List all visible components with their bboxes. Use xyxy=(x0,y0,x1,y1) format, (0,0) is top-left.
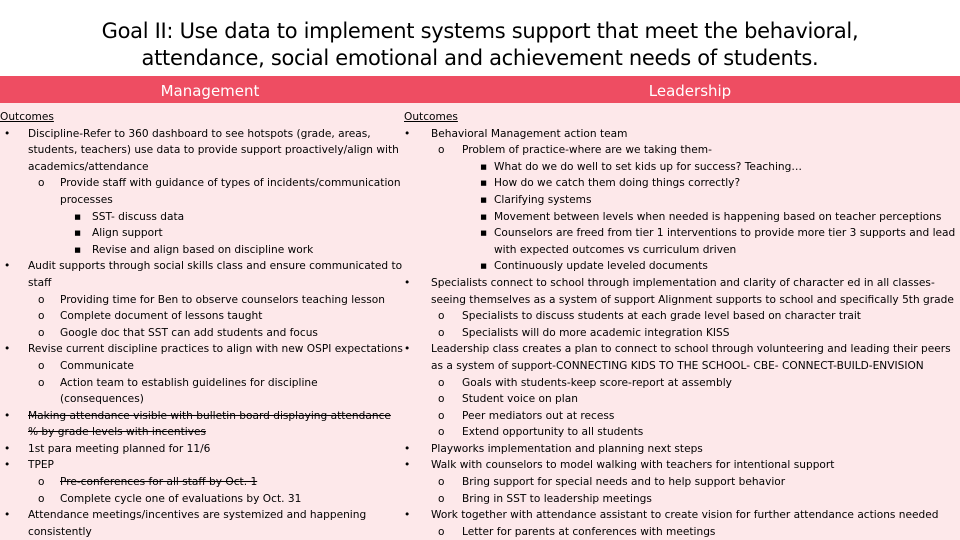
leadership-line xyxy=(404,258,960,275)
leadership-line xyxy=(404,126,960,143)
leadership-line-text: Playworks implementation and planning next steps xyxy=(431,442,703,455)
bullet-marker: o xyxy=(38,293,45,306)
leadership-line-text: Counselors are freed from tier 1 interventions to provide more tier 3 supports and lead xyxy=(494,227,956,240)
bullet-marker: o xyxy=(38,376,45,389)
leadership-line-text: Student voice on plan xyxy=(462,393,578,406)
management-line-text: Provide staff with guidance of types of incidents/communication xyxy=(60,177,401,190)
management-line xyxy=(0,507,404,524)
management-line xyxy=(0,225,404,242)
bullet-marker: o xyxy=(38,310,45,323)
bullet-marker: ▪ xyxy=(74,243,82,256)
bullet-marker: ▪ xyxy=(480,177,488,190)
leadership-line xyxy=(404,441,960,458)
management-line xyxy=(0,109,404,126)
bullet-marker: o xyxy=(438,326,445,339)
leadership-line-text: Continuously update leveled documents xyxy=(494,260,708,273)
bullet-marker: o xyxy=(438,393,445,406)
leadership-line xyxy=(404,209,960,226)
leadership-line xyxy=(404,325,960,342)
leadership-line-text: Specialists connect to school through implementation and clarity of character ed in all classes- xyxy=(431,276,935,289)
management-line xyxy=(0,192,404,209)
bullet-marker: o xyxy=(438,476,445,489)
leadership-line-text: Behavioral Management action team xyxy=(431,127,628,140)
leadership-line xyxy=(404,375,960,392)
leadership-line-text: How do we catch them doing things correctly? xyxy=(494,177,741,190)
leadership-line xyxy=(404,424,960,441)
leadership-line-text: seeing themselves as a system of support Alignment supports to school and specifically 5th grade xyxy=(431,293,954,306)
title-line-1: Goal II: Use data to implement systems support that meet the behavioral, xyxy=(101,19,859,43)
management-line-text: Complete cycle one of evaluations by Oct. 31 xyxy=(60,492,302,505)
leadership-line xyxy=(404,474,960,491)
bullet-marker: • xyxy=(4,409,11,422)
management-line xyxy=(0,275,404,292)
management-line-text: 1st para meeting planned for 11/6 xyxy=(28,442,211,455)
management-line xyxy=(0,491,404,508)
management-line-text: Revise and align based on discipline work xyxy=(92,243,314,256)
leadership-line-text: Movement between levels when needed is happening based on teacher perceptions xyxy=(494,210,942,223)
bullet-marker: • xyxy=(404,276,411,289)
leadership-line-text: Specialists to discuss students at each grade level based on character trait xyxy=(462,310,861,323)
leadership-line xyxy=(404,109,960,126)
leadership-line xyxy=(404,524,960,540)
management-line-text: Revise current discipline practices to align with new OSPI expectations xyxy=(28,343,403,356)
management-line-text: % by grade levels with incentives xyxy=(28,426,207,439)
management-line-text: Google doc that SST can add students and focus xyxy=(60,326,318,339)
management-header-label: Management xyxy=(160,82,260,100)
leadership-line xyxy=(404,358,960,375)
bullet-marker: o xyxy=(438,525,445,538)
bullet-marker: o xyxy=(438,492,445,505)
leadership-line-text: Work together with attendance assistant to create vision for further attendance actions needed xyxy=(431,509,939,522)
management-line xyxy=(0,258,404,275)
leadership-line xyxy=(404,308,960,325)
bullet-marker: • xyxy=(4,127,11,140)
title-line-2: attendance, social emotional and achievement needs of students. xyxy=(141,46,819,70)
leadership-line-text: Outcomes xyxy=(404,111,458,123)
management-line-text: Discipline-Refer to 360 dashboard to see hotspots (grade, areas, xyxy=(28,127,371,140)
bullet-marker: • xyxy=(4,459,11,472)
management-line-text: Communicate xyxy=(60,359,134,372)
bullet-marker: o xyxy=(38,177,45,190)
bullet-marker: o xyxy=(38,326,45,339)
leadership-line xyxy=(404,341,960,358)
leadership-line-text: What do we do well to set kids up for success? Teaching… xyxy=(494,160,802,173)
management-line-text: staff xyxy=(28,276,52,289)
management-line-text: processes xyxy=(60,193,113,206)
bullet-marker: • xyxy=(4,343,11,356)
management-line xyxy=(0,209,404,226)
slide-title xyxy=(0,18,960,72)
leadership-line-text: Bring in SST to leadership meetings xyxy=(462,492,652,505)
bullet-marker: ▪ xyxy=(480,210,488,223)
bullet-marker: • xyxy=(404,459,411,472)
bullet-marker: o xyxy=(438,409,445,422)
leadership-line-text: Goals with students-keep score-report at assembly xyxy=(462,376,732,389)
leadership-line xyxy=(404,457,960,474)
management-column xyxy=(0,109,404,540)
management-line xyxy=(0,175,404,192)
leadership-line-text: Bring support for special needs and to help support behavior xyxy=(462,476,786,489)
leadership-line xyxy=(404,242,960,259)
management-line xyxy=(0,292,404,309)
leadership-line-text: Walk with counselors to model walking with teachers for intentional support xyxy=(431,459,835,472)
bullet-marker: o xyxy=(38,359,45,372)
leadership-line xyxy=(404,491,960,508)
bullet-marker: o xyxy=(438,426,445,439)
management-line-text: Action team to establish guidelines for discipline xyxy=(60,376,318,389)
management-line xyxy=(0,341,404,358)
management-line xyxy=(0,391,404,408)
leadership-line xyxy=(404,225,960,242)
management-line xyxy=(0,474,404,491)
management-line-text: TPEP xyxy=(28,459,54,472)
leadership-column xyxy=(404,109,960,540)
leadership-line xyxy=(404,275,960,292)
leadership-header-label: Leadership xyxy=(648,82,732,100)
leadership-header xyxy=(420,76,960,103)
bullet-marker: • xyxy=(4,260,11,273)
leadership-line xyxy=(404,192,960,209)
bullet-marker: ▪ xyxy=(480,227,488,240)
management-header xyxy=(0,76,420,103)
bullet-marker: ▪ xyxy=(74,227,82,240)
management-line xyxy=(0,424,404,441)
leadership-line xyxy=(404,159,960,176)
management-line-text: Align support xyxy=(92,227,163,240)
leadership-line xyxy=(404,142,960,159)
management-line xyxy=(0,358,404,375)
leadership-line-text: Problem of practice-where are we taking them- xyxy=(462,144,712,157)
management-line xyxy=(0,408,404,425)
management-line-text: Complete document of lessons taught xyxy=(60,310,263,323)
leadership-line xyxy=(404,292,960,309)
leadership-line-text: Peer mediators out at recess xyxy=(462,409,615,422)
bullet-marker: ▪ xyxy=(480,260,488,273)
leadership-line-text: Specialists will do more academic integration KISS xyxy=(462,326,730,339)
leadership-line-text: Leadership class creates a plan to connect to school through volunteering and leading their peers xyxy=(431,343,951,356)
leadership-line xyxy=(404,507,960,524)
management-line-text: students, teachers) use data to provide support proactively/align with xyxy=(28,144,399,157)
leadership-line-text: with expected outcomes vs curriculum driven xyxy=(494,243,737,256)
bullet-marker: • xyxy=(404,343,411,356)
bullet-marker: o xyxy=(438,376,445,389)
management-line xyxy=(0,126,404,143)
management-line xyxy=(0,242,404,259)
leadership-line xyxy=(404,408,960,425)
management-line-text: Providing time for Ben to observe counselors teaching lesson xyxy=(60,293,385,306)
management-line-text: consistently xyxy=(28,525,92,538)
leadership-line-text: Extend opportunity to all students xyxy=(462,426,644,439)
management-line-text: Audit supports through social skills class and ensure communicated to xyxy=(28,260,403,273)
management-line-text: Outcomes xyxy=(0,111,54,123)
bullet-marker: • xyxy=(4,509,11,522)
bullet-marker: • xyxy=(4,442,11,455)
management-line-text: academics/attendance xyxy=(28,160,149,173)
management-line xyxy=(0,441,404,458)
bullet-marker: ▪ xyxy=(480,160,488,173)
management-line xyxy=(0,159,404,176)
bullet-marker: ▪ xyxy=(74,210,82,223)
management-line-text: Making attendance visible with bulletin board displaying attendance xyxy=(28,409,391,422)
leadership-line xyxy=(404,391,960,408)
management-line-text: (consequences) xyxy=(60,393,144,406)
bullet-marker: o xyxy=(438,310,445,323)
leadership-line-text: as a system of support-CONNECTING KIDS TO THE SCHOOL- CBE- CONNECT-BUILD-ENVISION xyxy=(431,359,924,372)
management-line-text: SST- discuss data xyxy=(92,210,185,223)
management-line xyxy=(0,375,404,392)
management-line xyxy=(0,325,404,342)
management-line xyxy=(0,524,404,540)
bullet-marker: o xyxy=(438,144,445,157)
leadership-line xyxy=(404,175,960,192)
leadership-line-text: Letter for parents at conferences with meetings xyxy=(462,525,716,538)
bullet-marker: o xyxy=(38,476,45,489)
bullet-marker: • xyxy=(404,509,411,522)
leadership-line-text: Clarifying systems xyxy=(494,193,592,206)
management-line xyxy=(0,308,404,325)
bullet-marker: • xyxy=(404,442,411,455)
management-line-text: Pre-conferences for all staff by Oct. 1 xyxy=(60,476,258,489)
bullet-marker: ▪ xyxy=(480,193,488,206)
bullet-marker: o xyxy=(38,492,45,505)
management-line-text: Attendance meetings/incentives are systemized and happening xyxy=(28,509,367,522)
management-line xyxy=(0,142,404,159)
bullet-marker: • xyxy=(404,127,411,140)
management-line xyxy=(0,457,404,474)
